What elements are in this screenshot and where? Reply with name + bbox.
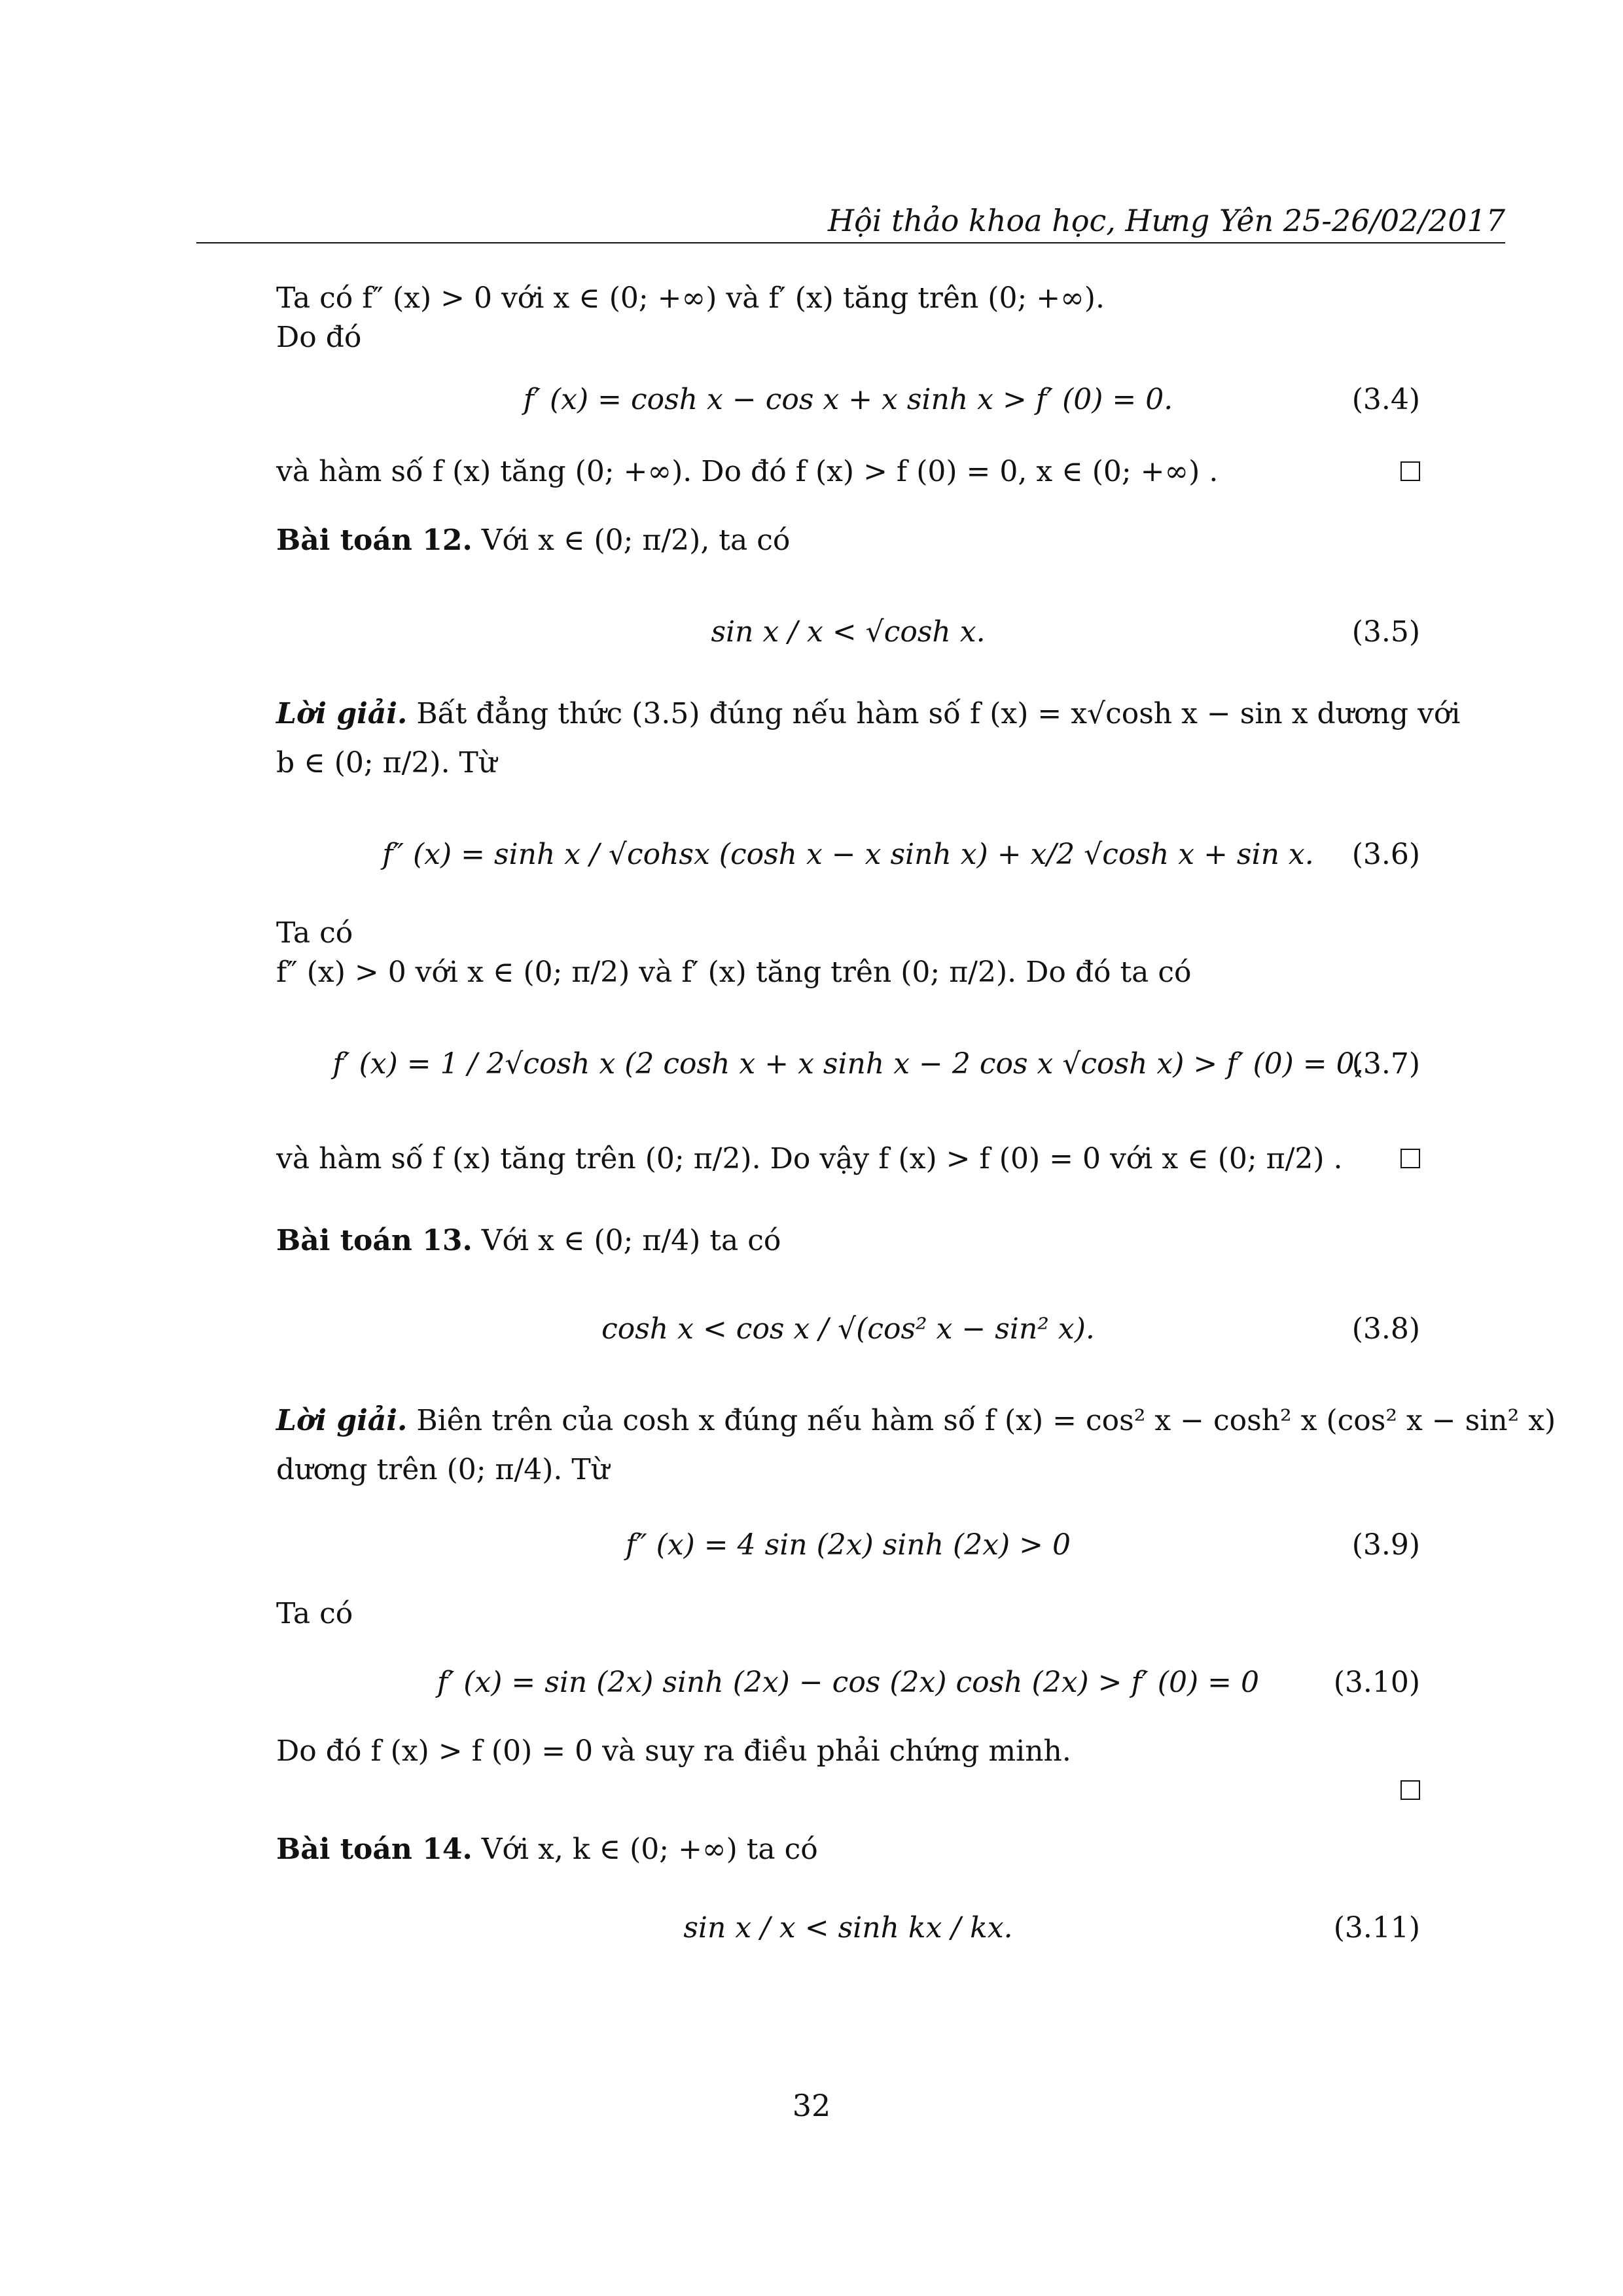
text-line: Ta có f″ (x) > 0 với x ∈ (0; +∞) và f′ (x) tăng trên (0; +∞).: [276, 281, 1105, 315]
equation-number: (3.7): [1351, 1047, 1420, 1081]
equation-number: (3.11): [1333, 1911, 1420, 1945]
equation-body: cosh x < cos x / √(cos² x − sin² x).: [601, 1312, 1095, 1346]
problem-statement: Với x, k ∈ (0; +∞) ta có: [481, 1833, 818, 1866]
solution-text: Bất đẳng thức (3.5) đúng nếu hàm số f (x) = x√cosh x − sin x dương với: [416, 697, 1461, 730]
page-number: 32: [792, 2088, 831, 2123]
equation-body: sin x / x < sinh kx / kx.: [683, 1911, 1013, 1945]
problem-label: Bài toán 12.: [276, 524, 473, 557]
solution-12: [276, 697, 1460, 730]
equation-body: sin x / x < √cosh x.: [711, 615, 986, 649]
problem-label: Bài toán 13.: [276, 1224, 473, 1257]
text-line: Do đó f (x) > f (0) = 0 và suy ra điều phải chứng minh.: [276, 1734, 1071, 1768]
equation-number: (3.10): [1333, 1666, 1420, 1699]
problem-13: [276, 1224, 781, 1257]
text-line: Ta có: [276, 916, 353, 950]
text-line: b ∈ (0; π/2). Từ: [276, 746, 497, 780]
text-line: Ta có: [276, 1597, 353, 1630]
equation-body: f′ (x) = sin (2x) sinh (2x) − cos (2x) cosh (2x) > f′ (0) = 0: [437, 1666, 1259, 1699]
text-line: dương trên (0; π/4). Từ: [276, 1453, 610, 1486]
equation-number: (3.5): [1351, 615, 1420, 649]
text-line: Do đó: [276, 321, 362, 354]
problem-statement: Với x ∈ (0; π/2), ta có: [481, 524, 791, 557]
equation-body: f′ (x) = 1 / 2√cosh x (2 cosh x + x sinh x − 2 cos x √cosh x) > f′ (0) = 0,: [332, 1047, 1364, 1081]
qed-square-icon: [1400, 461, 1420, 481]
equation-number: (3.6): [1351, 838, 1420, 871]
qed-square-icon: [1400, 1149, 1420, 1168]
running-header: Hội thảo khoa học, Hưng Yên 25-26/02/2017: [827, 203, 1505, 238]
solution-label: Lời giải.: [276, 1404, 408, 1437]
text-line: f″ (x) > 0 với x ∈ (0; π/2) và f′ (x) tăng trên (0; π/2). Do đó ta có: [276, 956, 1192, 989]
solution-label: Lời giải.: [276, 697, 408, 730]
equation-body: f′ (x) = cosh x − cos x + x sinh x > f′ (0) = 0.: [523, 383, 1173, 416]
equation-number: (3.4): [1351, 383, 1420, 416]
problem-14: [276, 1833, 818, 1866]
equation-body: f″ (x) = 4 sin (2x) sinh (2x) > 0: [625, 1528, 1071, 1562]
equation-number: (3.8): [1351, 1312, 1420, 1346]
text-line: và hàm số f (x) tăng trên (0; π/2). Do vậy f (x) > f (0) = 0 với x ∈ (0; π/2) .: [276, 1142, 1343, 1175]
text-line: và hàm số f (x) tăng (0; +∞). Do đó f (x) > f (0) = 0, x ∈ (0; +∞) .: [276, 455, 1219, 488]
solution-text: Biên trên của cosh x đúng nếu hàm số f (x) = cos² x − cosh² x (cos² x − sin² x): [416, 1404, 1556, 1437]
equation-body: f″ (x) = sinh x / √cohsx (cosh x − x sinh x) + x/2 √cosh x + sin x.: [382, 838, 1314, 871]
problem-statement: Với x ∈ (0; π/4) ta có: [481, 1224, 781, 1257]
header-rule: [196, 242, 1505, 243]
solution-13: [276, 1404, 1556, 1437]
equation-number: (3.9): [1351, 1528, 1420, 1562]
qed-square-icon: [1400, 1780, 1420, 1800]
problem-12: [276, 524, 790, 557]
problem-label: Bài toán 14.: [276, 1833, 473, 1866]
